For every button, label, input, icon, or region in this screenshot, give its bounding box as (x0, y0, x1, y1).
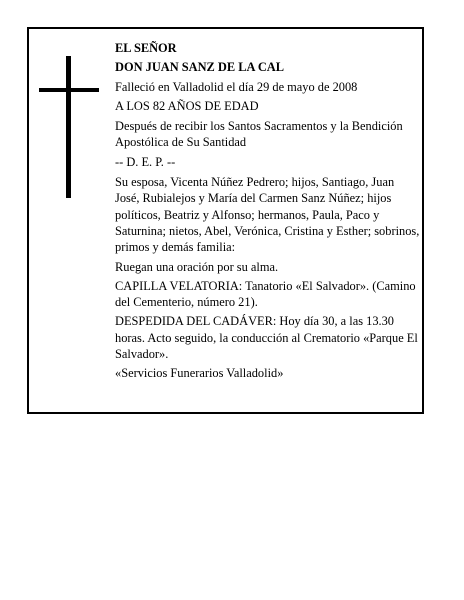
death-date: Falleció en Valladolid el día 29 de mayo de 2008 (115, 79, 358, 94)
deceased-name: DON JUAN SANZ DE LA CAL (115, 60, 285, 75)
notice-title: EL SEÑOR (115, 41, 177, 55)
rip-line: -- D. E. P. -- (115, 154, 176, 169)
cross-vertical-bar (66, 56, 71, 198)
notice-text (115, 40, 423, 382)
family-paragraph: Su esposa, Vicenta Núñez Pedrero; hijos, Santiago, Juan José, Rubialejos y María del Carmen Sanz Núñez; hijos políticos, Beatriz y Alfonso; hermanos, Paula, Paco y Saturnina; nietos, Abel, Verónica, Cristina y Esther; sobrinos, primos y demás familia: (115, 175, 423, 255)
sacraments-paragraph: Después de recibir los Santos Sacramentos y la Bendición Apostólica de Su Santidad (115, 119, 406, 150)
cross-horizontal-bar (39, 88, 99, 92)
chapel-paragraph: CAPILLA VELATORIA: Tanatorio «El Salvador». (Camino del Cementerio, número 21). (115, 278, 419, 310)
obituary-notice (27, 27, 424, 414)
age-line: A LOS 82 AÑOS DE EDAD (115, 98, 259, 113)
cross-icon (39, 56, 99, 198)
prayer-line: Ruegan una oración por su alma. (115, 259, 279, 274)
funeral-services-line: «Servicios Funerarios Valladolid» (115, 366, 284, 381)
farewell-paragraph: DESPEDIDA DEL CADÁVER: Hoy día 30, a las 13.30 horas. Acto seguido, la conducción al Crematorio «Parque El Salvador». (115, 314, 421, 362)
